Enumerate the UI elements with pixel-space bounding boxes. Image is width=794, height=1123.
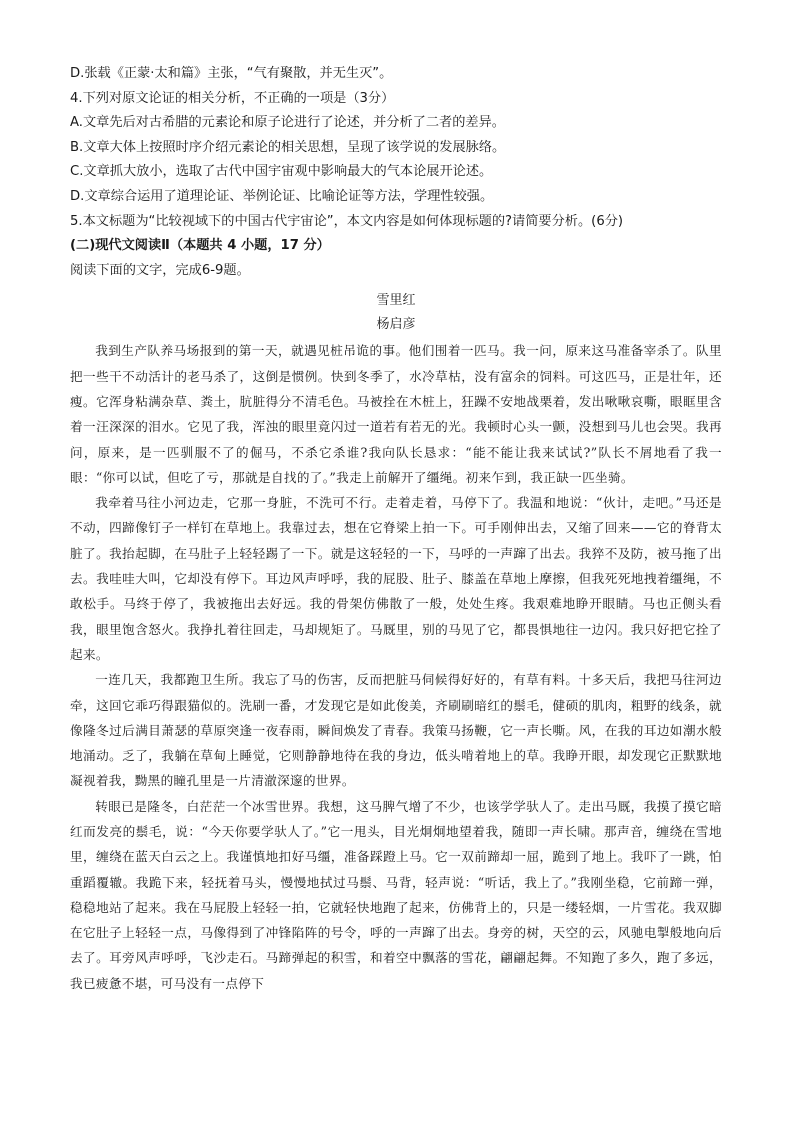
article-author: 杨启彦 (376, 317, 416, 333)
q4-option-d: D.文章综合运用了道理论证、举例论证、比喻论证等方法，学理性较强。 (70, 188, 494, 204)
q3-option-d: D.张载《正蒙·太和篇》主张，“气有聚散，并无生灭”。 (70, 66, 393, 81)
q4-option-a: A.文章先后对古希腊的元素论和原子论进行了论述，并分析了二者的差异。 (70, 115, 505, 131)
section-heading: (二)现代文阅读Ⅱ（本题共 4 小题，17 分） (70, 238, 330, 254)
article-paragraph: 一连几天，我都跑卫生所。我忘了马的伤害，反而把脏马伺候得好好的，有草有料。十多天后，我把马往河边牵，这回它乖巧得跟猫似的。洗刷一番，才发现它是如此俊美，齐刷刷暗红的鬃毛，健硕的肌肉，粗野的线条，就像隆冬过后满目萧瑟的草原突逢一夜春雨，瞬间焕发了青春。我策马扬鞭，它一声长嘶。风，在我的耳边如潮水般地涌动。乏了，我躺在草甸上睡觉，它则静静地待在我的身边，低头啃着地上的草。我睁开眼，却发现它正默默地凝视着我，黝黑的瞳孔里是一片清澈深邃的世界。 (70, 672, 722, 789)
section-instruction: 阅读下面的文字，完成6-9题。 (70, 262, 250, 278)
article-paragraph: 我到生产队养马场报到的第一天，就遇见桩吊诡的事。他们围着一匹马。我一问，原来这马准备宰杀了。队里把一些干不动活计的老马杀了，这倒是惯例。快到冬季了，水冷草枯，没有富余的饲料。可这匹马，正是壮年，还瘦。它浑身粘满杂草、粪土，肮脏得分不清毛色。马被拴在木桩上，狂躁不安地战栗着，发出啾啾哀嘶，眼眶里含着一汪深深的泪水。它见了我，浑浊的眼里竟闪过一道若有若无的光。我顿时心头一颤，没想到马儿也会哭。我再问，原来，是一匹驯服不了的倔马，不杀它杀谁?我向队长恳求：“能不能让我来试试?”队长不屑地看了我一眼：“你可以试，但吃了亏，那就是自找的了。”我走上前解开了缰绳。初来乍到，我正缺一匹坐骑。 (70, 343, 722, 485)
article-paragraph: 转眼已是隆冬，白茫茫一个冰雪世界。我想，这马脾气增了不少，也该学学驮人了。走出马厩，我摸了摸它暗红而发亮的鬃毛，说：“今天你要学驮人了。”它一甩头，目光炯炯地望着我，随即一声长啸。那声音，缠绕在雪地里，缠绕在蓝天白云之上。我谨慎地扣好马缰，准备踩蹬上马。它一双前蹄却一屈，跪到了地上。我吓了一跳，怕重蹈覆辙。我跪下来，轻抚着马头，慢慢地拭过马鬃、马背，轻声说：“听话，我上了。”我刚坐稳，它前蹄一弹，稳稳地站了起来。我在马屁股上轻轻一拍，它就轻快地跑了起来，仿佛背上的，只是一缕轻烟，一片雪花。我双脚在它肚子上轻轻一点，马像得到了冲锋陷阵的号令，呼的一声蹿了出去。身旁的树，天空的云，风驰电掣般地向后去了。耳旁风声呼呼，飞沙走石。马蹄弹起的积雪，和着空中飘落的雪花，翩翩起舞。不知跑了多久，跑了多远，我已疲惫不堪，可马没有一点停下 (70, 798, 722, 991)
q4-option-b: B.文章大体上按照时序介绍元素论的相关思想，呈现了该学说的发展脉络。 (70, 139, 506, 155)
article-paragraph: 我牵着马往小河边走，它那一身脏，不洗可不行。走着走着，马停下了。我温和地说：“伙计，走吧。”马还是不动，四蹄像钉子一样钉在草地上。我靠过去，想在它脊梁上拍一下。可手刚伸出去，又缩了回来——它的脊背太脏了。我抬起脚，在马肚子上轻轻踢了一下。就是这轻轻的一下，马呼的一声蹿了出去。我猝不及防，被马拖了出去。我哇哇大叫，它却没有停下。耳边风声呼呼，我的屁股、肚子、膝盖在草地上摩擦，但我死死地拽着缰绳，不敢松手。马终于停了，我被拖出去好远。我的骨架仿佛散了一般，处处生疼。我艰难地睁开眼睛。马也正侧头看我，眼里饱含怒火。我挣扎着往回走，马却规矩了。马厩里，别的马见了它，都畏惧地往一边闪。我只好把它拴了起来。 (70, 495, 722, 662)
q4-stem: 4.下列对原文论证的相关分析，不正确的一项是（3分） (70, 90, 395, 106)
q4-option-c: C.文章抓大放小，选取了古代中国宇宙观中影响最大的气本论展开论述。 (70, 164, 493, 180)
exam-page (70, 62, 722, 996)
article-title: 雪里红 (376, 293, 416, 309)
q5-stem: 5.本文标题为“比较视域下的中国古代宇宙论”，本文内容是如何体现标题的?请简要分析。(6分) (70, 213, 624, 229)
